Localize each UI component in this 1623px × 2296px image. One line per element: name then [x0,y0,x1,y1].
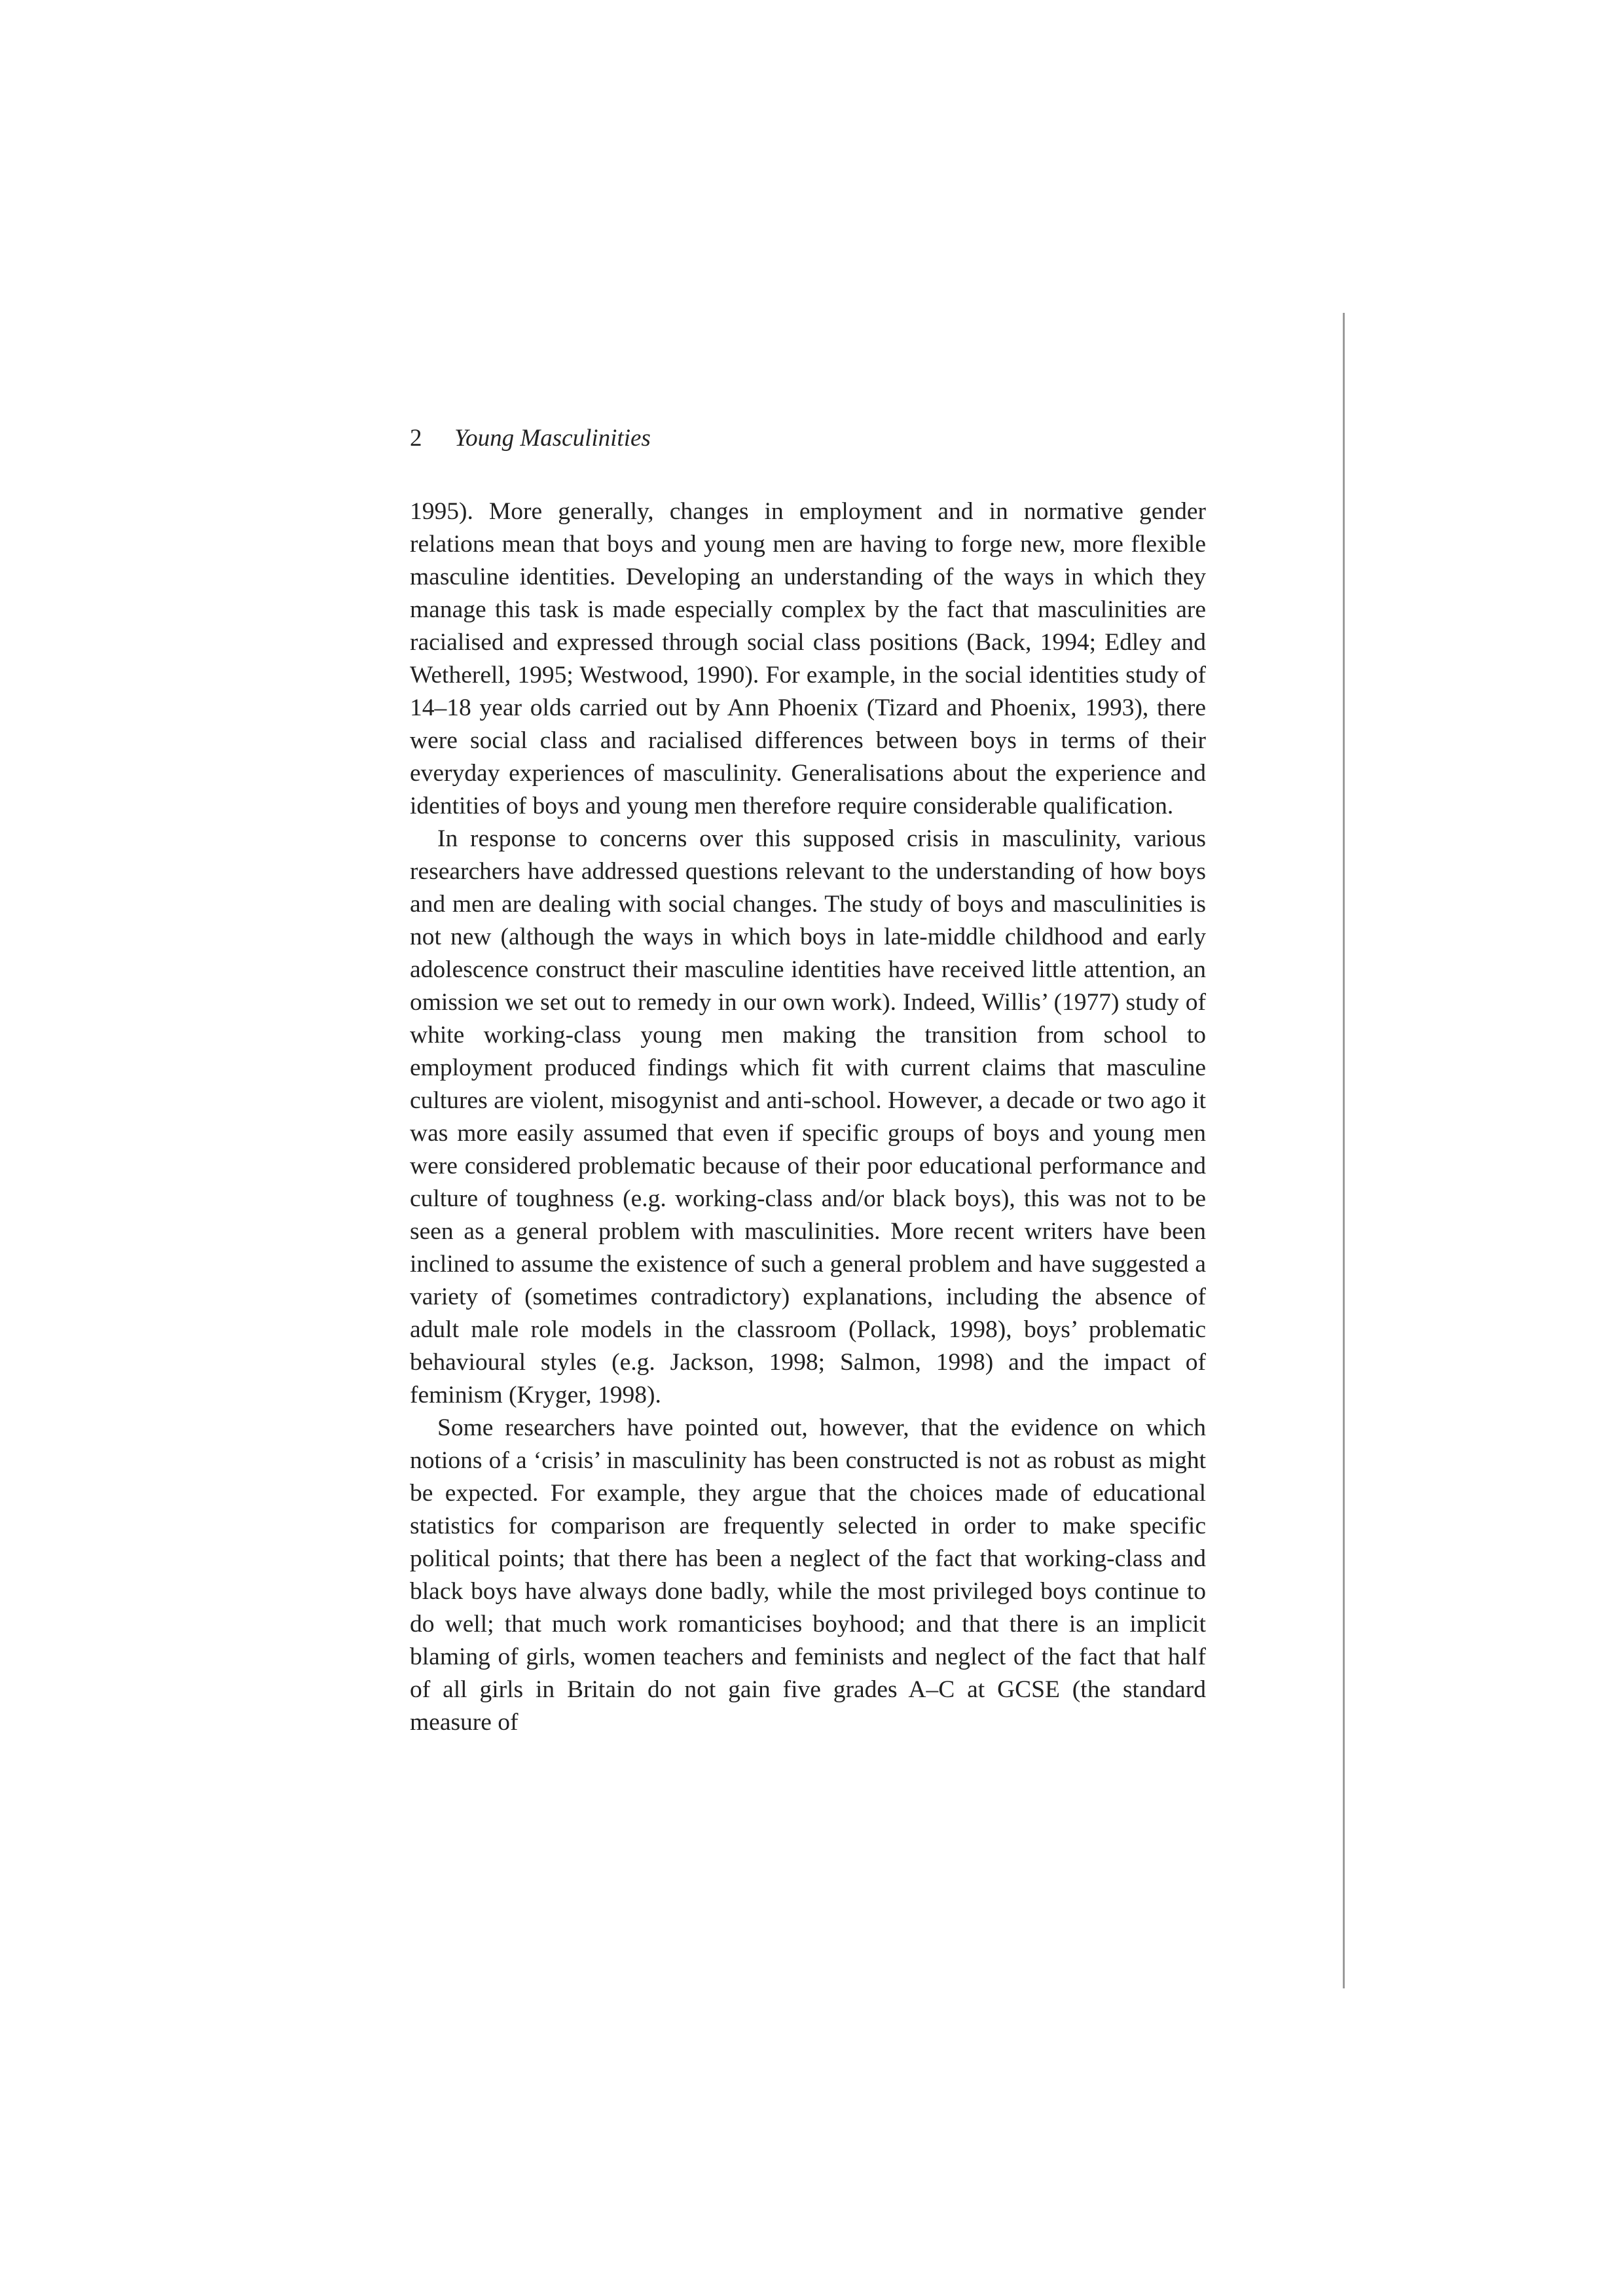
page-number: 2 [410,425,422,452]
paragraph-1: 1995). More generally, changes in employment and in normative gender relations mean that boys and young men are having to forge new, more flexible masculine identities. Developing an understanding of the ways in which they manage this task is made especially complex by the fact that masculinities are racialised and expressed through social class positions (Back, 1994; Edley and Wetherell, 1995; Westwood, 1990). For example, in the social identities study of 14–18 year olds carried out by Ann Phoenix (Tizard and Phoenix, 1993), there were social class and racialised differences between boys in terms of their everyday experiences of masculinity. Generalisations about the experience and identities of boys and young men therefore require considerable qualification. [410,498,1206,819]
margin-rule [1343,313,1345,1988]
body-text [410,495,1206,1739]
running-head [410,424,651,452]
paragraph-2: In response to concerns over this supposed crisis in masculinity, various researchers have addressed questions relevant to the understanding of how boys and men are dealing with social changes. The study of boys and masculinities is not new (although the ways in which boys in late-middle childhood and early adolescence construct their masculine identities have received little attention, an omission we set out to remedy in our own work). Indeed, Willis’ (1977) study of white working-class young men making the transition from school to employment produced findings which fit with current claims that masculine cultures are violent, misogynist and anti-school. However, a decade or two ago it was more easily assumed that even if specific groups of boys and young men were considered problematic because of their poor educational performance and culture of toughness (e.g. working-class and/or black boys), this was not to be seen as a general problem with masculinities. More recent writers have been inclined to assume the existence of such a general problem and have suggested a variety of (sometimes contradictory) explanations, including the absence of adult male role models in the classroom (Pollack, 1998), boys’ problematic behavioural styles (e.g. Jackson, 1998; Salmon, 1998) and the impact of feminism (Kryger, 1998). [410,825,1206,1408]
book-title: Young Masculinities [454,425,651,452]
paragraph-3: Some researchers have pointed out, however, that the evidence on which notions of a ‘crisis’ in masculinity has been constructed is not as robust as might be expected. For example, they argue that the choices made of educational statistics for comparison are frequently selected in order to make specific political points; that there has been a neglect of the fact that working-class and black boys have always done badly, while the most privileged boys continue to do well; that much work romanticises boyhood; and that there is an implicit blaming of girls, women teachers and feminists and neglect of the fact that half of all girls in Britain do not gain five grades A–C at GCSE (the standard measure of [410,1414,1206,1736]
